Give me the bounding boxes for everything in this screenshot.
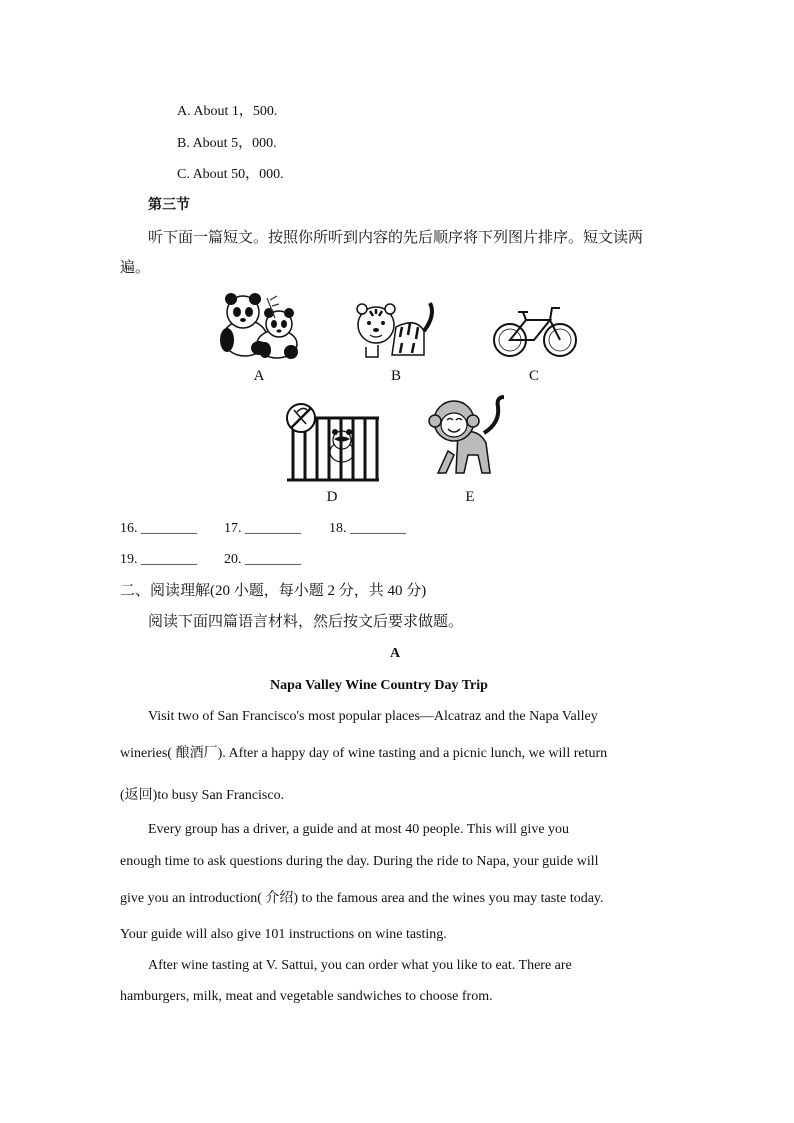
answer-blank-19[interactable]: 19. ________ <box>120 552 197 567</box>
passage-line: (返回)to busy San Francisco. <box>120 788 285 803</box>
answer-blank-16[interactable]: 16. ________ <box>120 521 197 536</box>
passage-line: enough time to ask questions during the day. During the ride to Napa, your guide will <box>120 854 599 869</box>
bicycle-icon <box>490 300 580 360</box>
tiger-icon <box>352 297 440 361</box>
option-a: A. About 1，500. <box>177 104 278 119</box>
passage-title: Napa Valley Wine Country Day Trip <box>270 678 488 693</box>
passage-line: wineries( 酿酒厂). After a happy day of wine tasting and a picnic lunch, we will return <box>120 746 608 761</box>
passage-line: give you an introduction( 介绍) to the famous area and the wines you may taste today. <box>120 891 604 906</box>
picture-label-e: E <box>465 489 475 505</box>
picture-label-b: B <box>390 368 401 384</box>
section3-instruction-line2: 遍。 <box>120 260 151 276</box>
passage-line: After wine tasting at V. Sattui, you can order what you like to eat. There are <box>148 958 572 973</box>
passage-line: Visit two of San Francisco's most popular places—Alcatraz and the Napa Valley <box>148 709 598 724</box>
passage-line: hamburgers, milk, meat and vegetable sandwiches to choose from. <box>120 989 493 1004</box>
option-c: C. About 50，000. <box>177 167 284 182</box>
option-b: B. About 5，000. <box>177 136 277 151</box>
part2-instruction: 阅读下面四篇语言材料，然后按文后要求做题。 <box>148 614 464 630</box>
pandas-icon <box>215 290 305 362</box>
answer-blank-18[interactable]: 18. ________ <box>329 521 406 536</box>
picture-label-c: C <box>528 368 539 384</box>
passage-letter: A <box>390 646 401 661</box>
answer-blank-17[interactable]: 17. ________ <box>224 521 301 536</box>
section3-instruction-line1: 听下面一篇短文。按照你所听到内容的先后顺序将下列图片排序。短文读两 <box>148 230 644 246</box>
passage-line: Every group has a driver, a guide and at most 40 people. This will give you <box>148 822 570 837</box>
answer-blank-20[interactable]: 20. ________ <box>224 552 301 567</box>
picture-label-a: A <box>253 368 265 384</box>
passage-line: Your guide will also give 101 instructions on wine tasting. <box>120 927 447 942</box>
section3-heading: 第三节 <box>148 198 190 213</box>
picture-label-d: D <box>326 489 338 505</box>
part2-heading: 二、阅读理解(20 小题，每小题 2 分，共 40 分) <box>120 583 427 599</box>
caged-raccoon-no-feeding-icon <box>285 400 380 482</box>
monkey-icon <box>428 393 510 479</box>
